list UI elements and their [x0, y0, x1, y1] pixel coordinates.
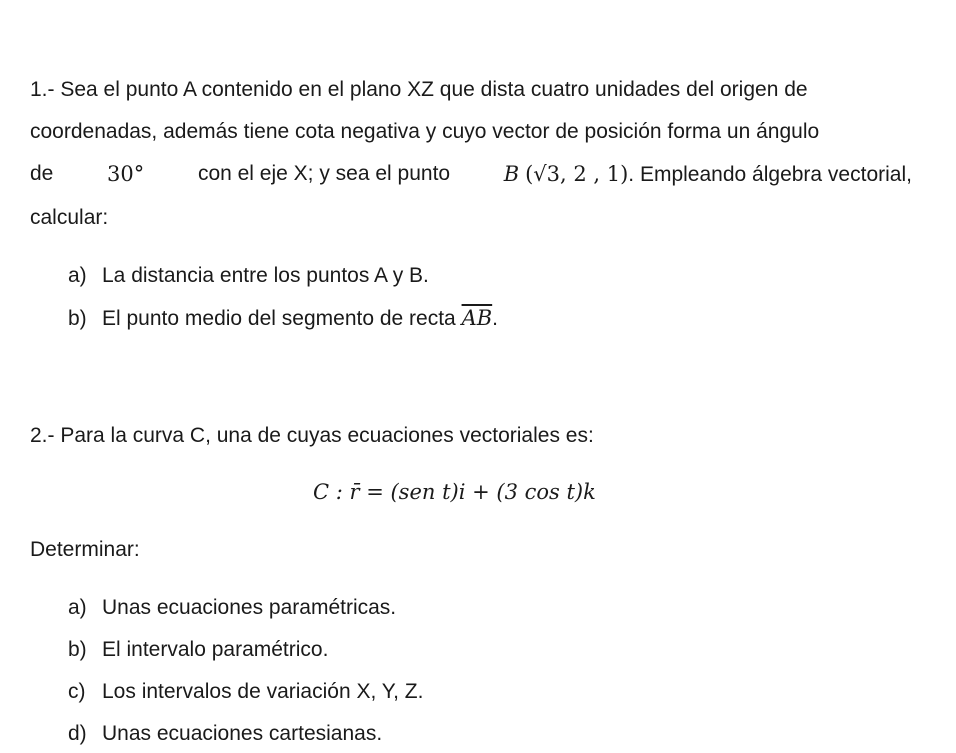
item-text: Unas ecuaciones paramétricas.: [102, 596, 397, 619]
item-text-after: .: [492, 307, 499, 330]
problem2-item-c: [68, 680, 423, 704]
problem1-line2: coordenadas, además tiene cota negativa y cuyo vector de posición forma un ángulo: [30, 120, 820, 143]
problem2-item-d: [68, 722, 382, 746]
item-text: El intervalo paramétrico.: [102, 638, 329, 661]
problem1-line1: 1.- Sea el punto A contenido en el plano XZ que dista cuatro unidades del origen de: [30, 78, 808, 101]
item-label: a): [68, 596, 87, 619]
curve-equation: C : r̄ = (sen t)i + (3 cos t)k: [313, 480, 596, 504]
problem1-line3-de: de: [30, 162, 54, 185]
problem2-line1: 2.- Para la curva C, una de cuyas ecuaciones vectoriales es:: [30, 424, 594, 447]
problem2-item-a: [68, 596, 396, 620]
problem1-line3-end: . Empleando álgebra vectorial,: [628, 163, 912, 186]
item-label: b): [68, 638, 87, 661]
problem1-item-a: [68, 264, 429, 288]
item-label: d): [68, 722, 87, 745]
problem1-item-b: [68, 306, 498, 331]
item-text: Unas ecuaciones cartesianas.: [102, 722, 383, 745]
problem1-line4: calcular:: [30, 206, 109, 229]
point-b-expression: [504, 162, 912, 187]
point-b-coords: (√3, 2 , 1): [525, 162, 629, 186]
determinar-label: Determinar:: [30, 538, 140, 561]
problem1-line3-mid: con el eje X; y sea el punto: [197, 162, 451, 185]
item-label: b): [68, 307, 87, 330]
item-label: c): [68, 680, 86, 703]
problem1-line3: [30, 162, 912, 187]
segment-ab: $\overline{AB}$: [461, 306, 493, 330]
angle-value: 30°: [107, 162, 145, 186]
item-text: La distancia entre los puntos A y B.: [102, 264, 429, 287]
item-label: a): [68, 264, 87, 287]
problem2-item-b: [68, 638, 328, 662]
point-b-name: B: [503, 162, 520, 186]
item-text: Los intervalos de variación X, Y, Z.: [102, 680, 424, 703]
item-text: El punto medio del segmento de recta: [102, 307, 456, 330]
